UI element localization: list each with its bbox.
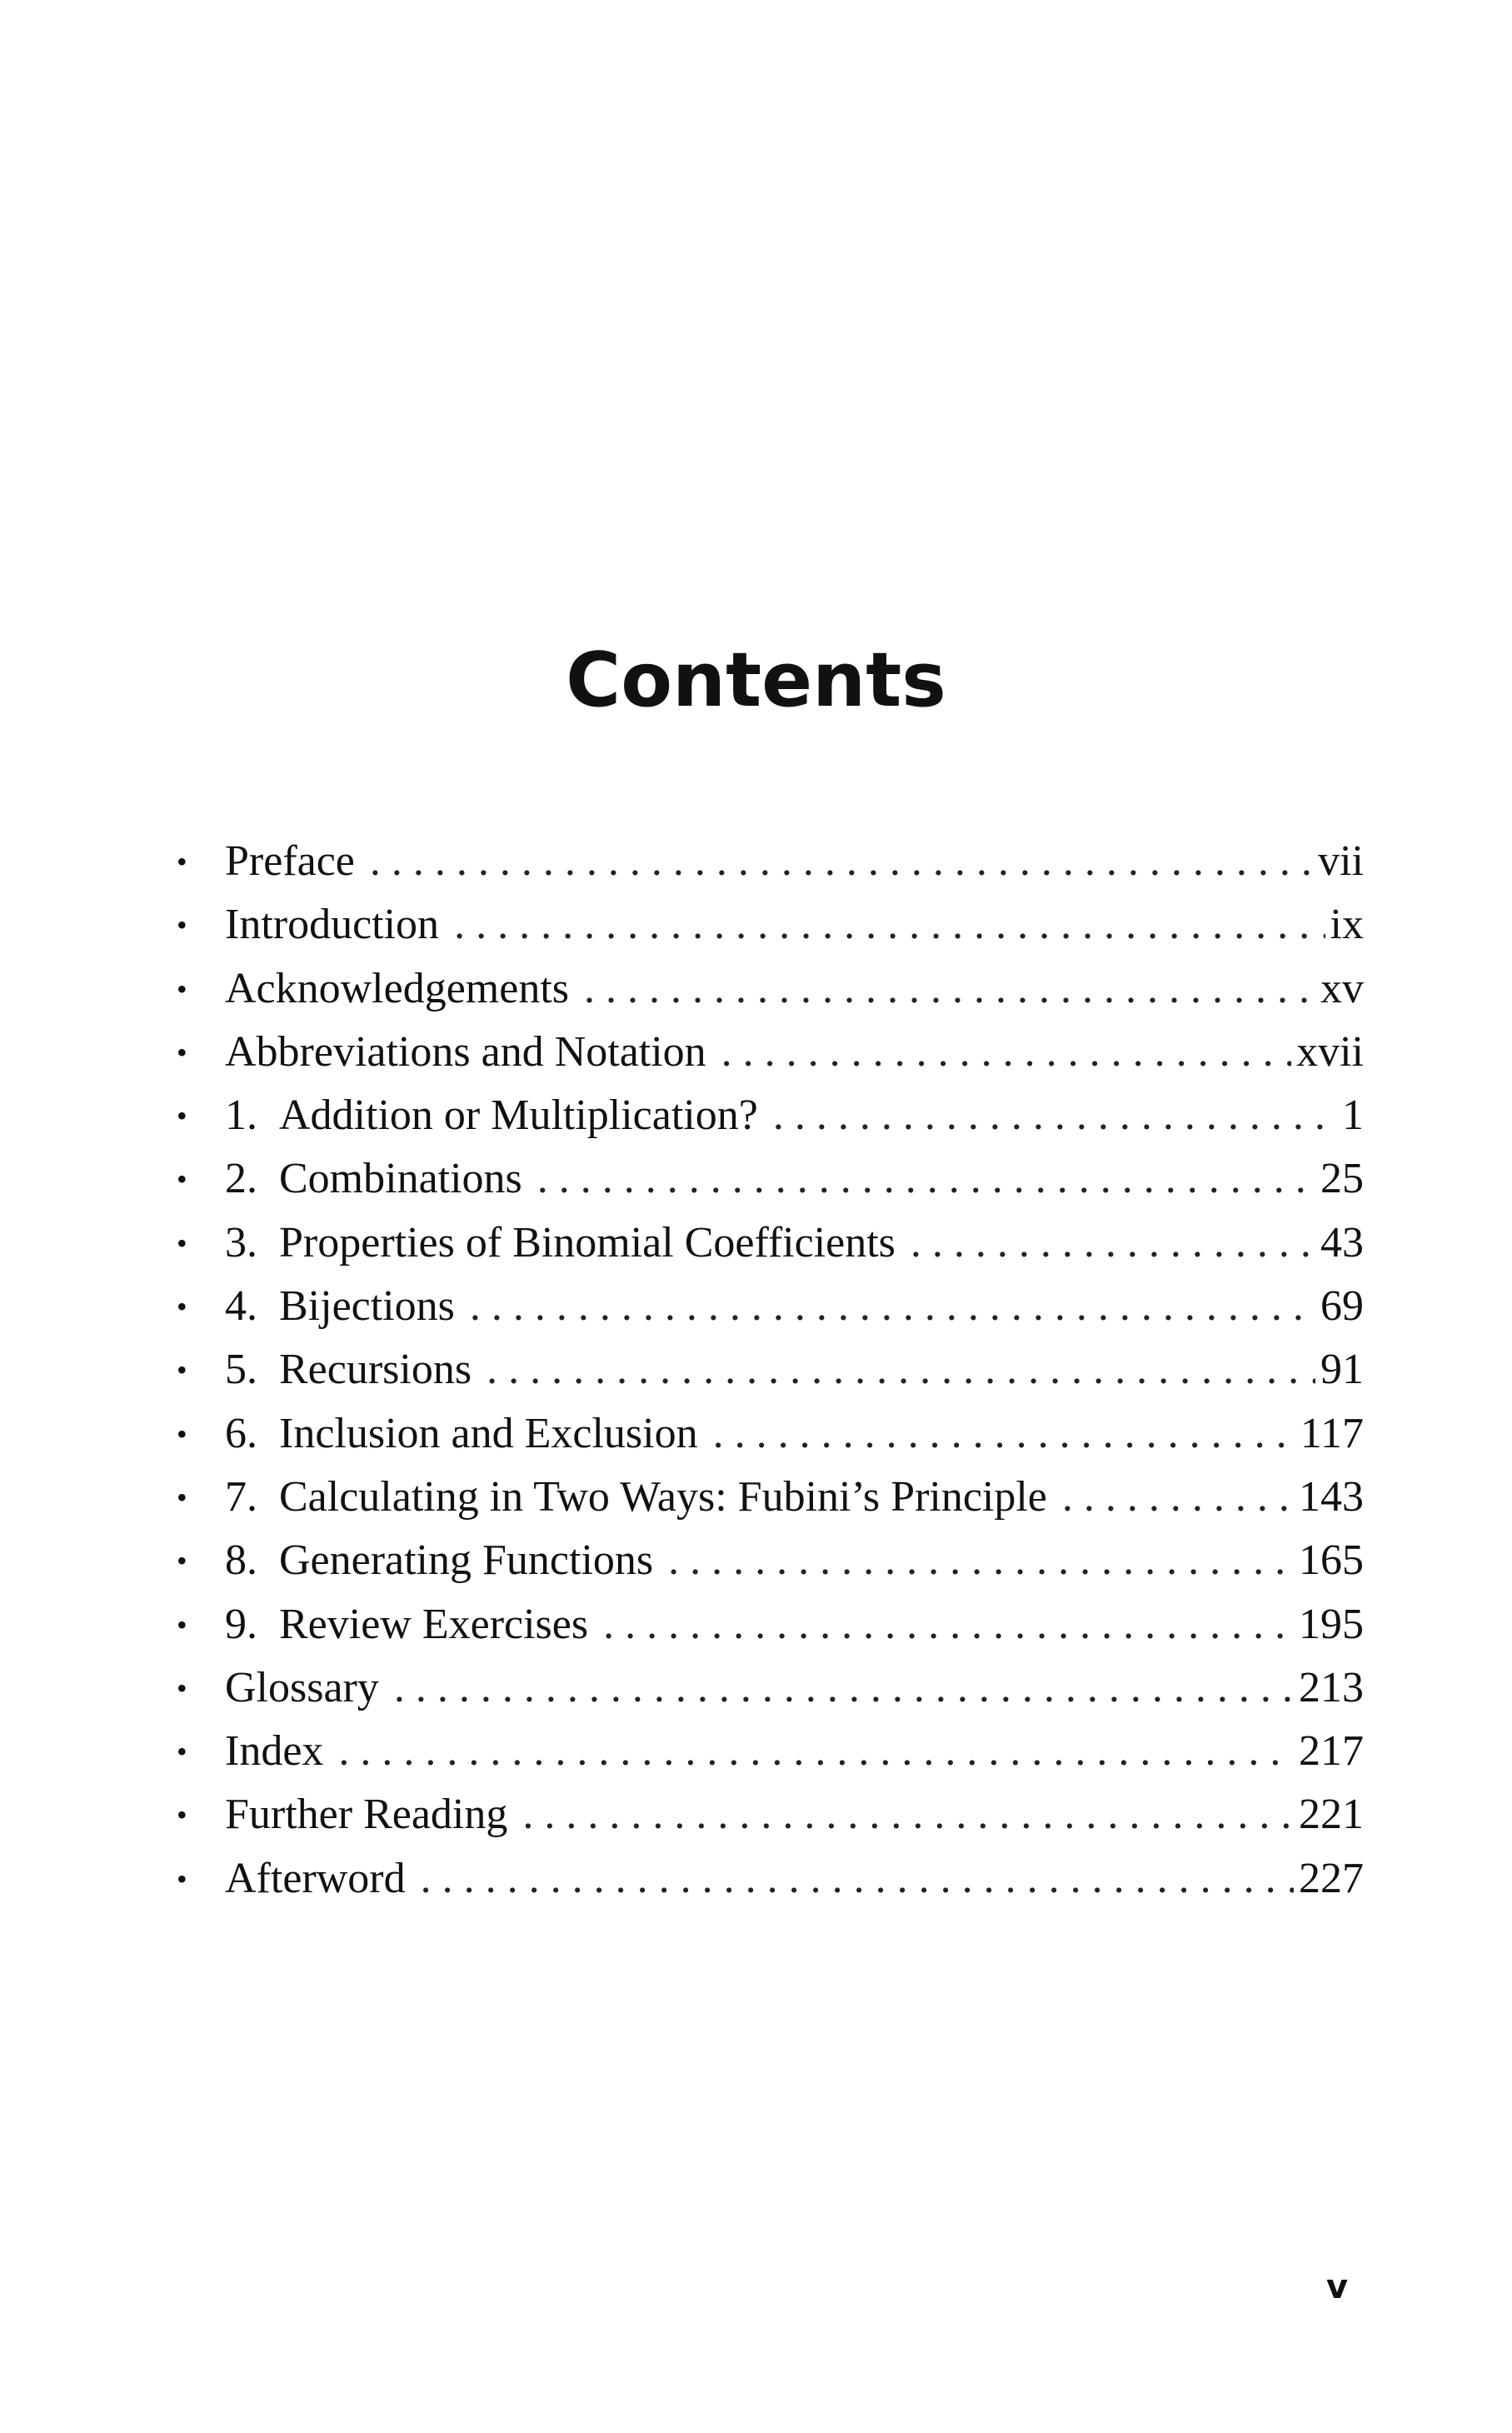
toc-entry-label: Review Exercises [279, 1600, 589, 1648]
toc-entry-label: Preface [225, 837, 355, 885]
bullet-icon: • [177, 1544, 187, 1578]
chapter-number: 1. [225, 1092, 257, 1140]
toc-entry-page: xvii [1296, 1027, 1364, 1076]
toc-entry-title [225, 1147, 537, 1211]
bullet-icon: • [177, 1480, 187, 1514]
toc-entry-title [225, 1593, 603, 1656]
dot-leader [394, 1656, 1294, 1720]
toc-entry[interactable] [177, 893, 1364, 957]
toc-entry-label: Further Reading [225, 1791, 508, 1839]
toc-entry-page: vii [1318, 837, 1364, 885]
chapter-number: 5. [225, 1346, 257, 1394]
toc-entry-label: Properties of Binomial Coefficients [279, 1218, 896, 1266]
toc-entry[interactable] [177, 1593, 1364, 1656]
toc-entry-page: 69 [1320, 1282, 1364, 1331]
page-title: Contents [566, 637, 946, 725]
bullet-icon: • [177, 1861, 187, 1896]
bullet-icon: • [177, 1735, 187, 1769]
toc-entry[interactable] [177, 1847, 1364, 1911]
bullet-icon: • [177, 972, 187, 1006]
toc-entry[interactable] [177, 1656, 1364, 1720]
toc-entry[interactable] [177, 1084, 1364, 1147]
toc-entry-title [225, 830, 370, 893]
bullet-icon: • [177, 908, 187, 942]
bullet-icon: • [177, 1798, 187, 1832]
chapter-number: 7. [225, 1472, 257, 1521]
toc-entry-title [225, 1783, 522, 1846]
toc-entry-page: 227 [1299, 1854, 1364, 1902]
toc-entry-label: Generating Functions [279, 1536, 654, 1585]
toc-entry[interactable] [177, 1147, 1364, 1211]
bullet-icon: • [177, 1607, 187, 1641]
toc-entry-page: 221 [1299, 1791, 1364, 1839]
toc-entry[interactable] [177, 830, 1364, 893]
toc-entry-title [225, 1402, 713, 1466]
dot-leader [584, 957, 1315, 1021]
toc-entry-title [225, 1275, 470, 1338]
toc-entry-label: Combinations [279, 1155, 522, 1203]
toc-entry-label: Bijections [279, 1282, 455, 1331]
bullet-icon: • [177, 1290, 187, 1324]
dot-leader [713, 1402, 1295, 1466]
dot-leader [522, 1783, 1294, 1846]
dot-leader [537, 1147, 1315, 1211]
toc-entry[interactable] [177, 1275, 1364, 1338]
toc-entry[interactable] [177, 1720, 1364, 1783]
dot-leader [1062, 1466, 1294, 1529]
bullet-icon: • [177, 1226, 187, 1260]
toc-entry-page: 143 [1299, 1472, 1364, 1521]
bullet-icon: • [177, 1353, 187, 1387]
page-number: v [1326, 2268, 1349, 2306]
toc-entry-page: ix [1330, 901, 1364, 949]
toc-entry-page: xv [1320, 964, 1364, 1012]
toc-entry-title [225, 893, 454, 957]
toc-entry-page: 117 [1300, 1409, 1364, 1457]
toc-entry-title [225, 1466, 1062, 1529]
toc-entry[interactable] [177, 957, 1364, 1021]
chapter-number: 4. [225, 1282, 257, 1331]
toc-entry[interactable] [177, 1338, 1364, 1401]
dot-leader [421, 1847, 1294, 1911]
toc-entry-label: Glossary [225, 1663, 379, 1711]
dot-leader [370, 830, 1313, 893]
toc-entry[interactable] [177, 1466, 1364, 1529]
toc-entry-title [225, 1847, 421, 1911]
dot-leader [338, 1720, 1294, 1783]
dot-leader [773, 1084, 1337, 1147]
toc-entry-label: Index [225, 1727, 324, 1776]
toc-entry-page: 165 [1299, 1536, 1364, 1585]
toc-entry-label: Calculating in Two Ways: Fubini’s Principle [279, 1472, 1047, 1521]
toc-entry-page: 91 [1320, 1346, 1364, 1394]
toc-entry-title [225, 1656, 394, 1720]
bullet-icon: • [177, 1035, 187, 1069]
dot-leader [603, 1593, 1294, 1656]
dot-leader [911, 1212, 1315, 1275]
toc-entry-page: 217 [1299, 1727, 1364, 1776]
toc-entry-title [225, 1720, 338, 1783]
toc-entry[interactable] [177, 1529, 1364, 1592]
chapter-number: 8. [225, 1536, 257, 1585]
table-of-contents [177, 830, 1364, 1911]
toc-entry-title [225, 1338, 487, 1401]
toc-entry-label: Afterword [225, 1854, 406, 1902]
toc-entry-title [225, 1021, 721, 1084]
toc-entry-label: Introduction [225, 901, 440, 949]
toc-entry-label: Addition or Multiplication? [279, 1092, 758, 1140]
toc-entry[interactable] [177, 1212, 1364, 1275]
dot-leader [721, 1021, 1291, 1084]
toc-entry-title [225, 1529, 668, 1592]
chapter-number: 3. [225, 1218, 257, 1266]
toc-entry-title [225, 1212, 911, 1275]
dot-leader [454, 893, 1325, 957]
dot-leader [470, 1275, 1315, 1338]
toc-entry-page: 195 [1299, 1600, 1364, 1648]
toc-entry-label: Inclusion and Exclusion [279, 1409, 698, 1457]
bullet-icon: • [177, 1671, 187, 1705]
chapter-number: 2. [225, 1155, 257, 1203]
toc-entry-page: 1 [1342, 1092, 1364, 1140]
toc-entry-label: Abbreviations and Notation [225, 1027, 706, 1076]
toc-entry-page: 213 [1299, 1663, 1364, 1711]
bullet-icon: • [177, 845, 187, 878]
dot-leader [487, 1338, 1315, 1401]
toc-entry-title [225, 1084, 773, 1147]
toc-entry-title [225, 957, 584, 1021]
bullet-icon: • [177, 1162, 187, 1197]
toc-entry-label: Acknowledgements [225, 964, 570, 1012]
toc-entry-page: 43 [1320, 1218, 1364, 1266]
chapter-number: 6. [225, 1409, 257, 1457]
toc-entry[interactable] [177, 1021, 1364, 1084]
toc-entry-label: Recursions [279, 1346, 472, 1394]
toc-entry[interactable] [177, 1402, 1364, 1466]
bullet-icon: • [177, 1416, 187, 1451]
bullet-icon: • [177, 1099, 187, 1133]
chapter-number: 9. [225, 1600, 257, 1648]
dot-leader [668, 1529, 1294, 1592]
toc-entry-page: 25 [1320, 1155, 1364, 1203]
toc-entry[interactable] [177, 1783, 1364, 1846]
